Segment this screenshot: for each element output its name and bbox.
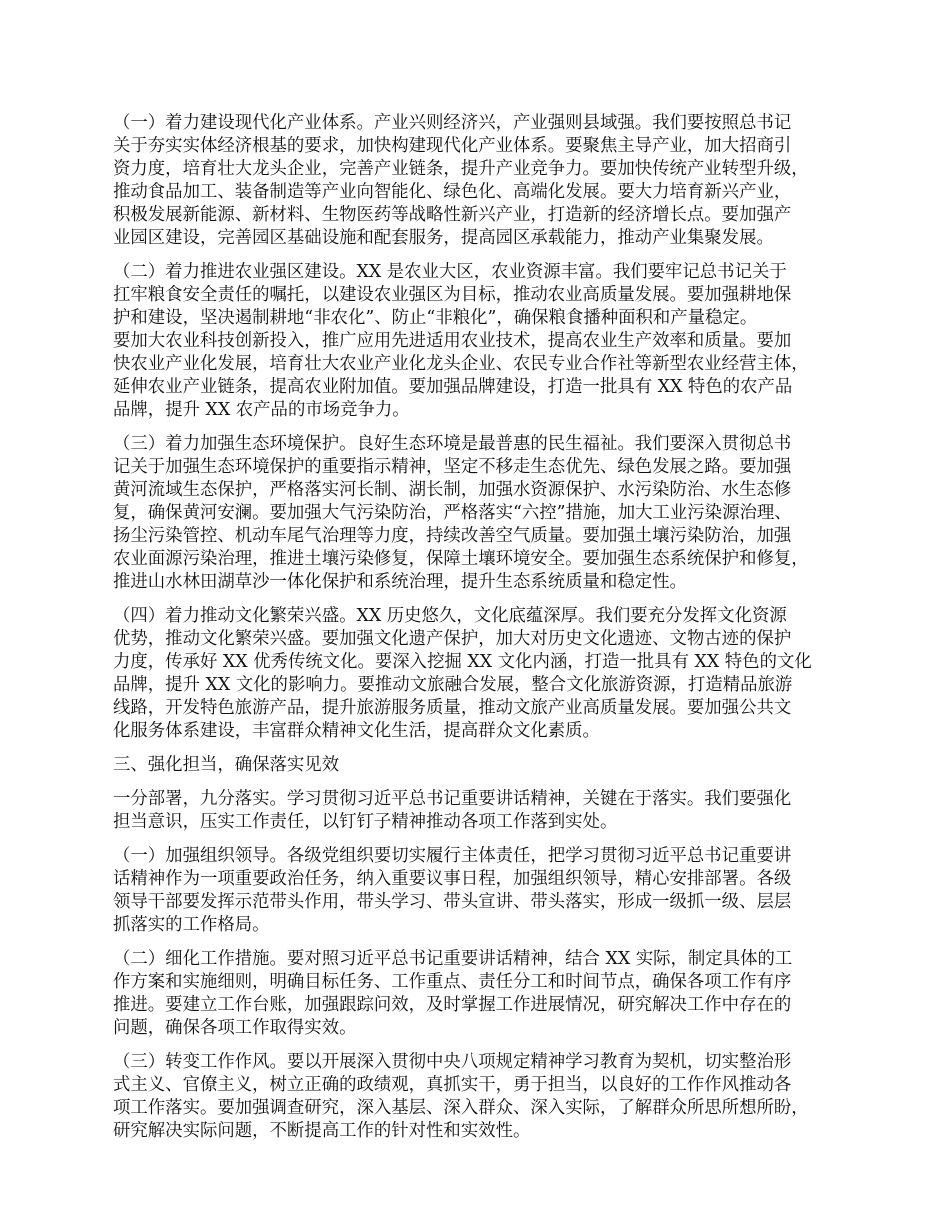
text-line: 线路，开发特色旅游产品，提升旅游服务质量，推动文旅产业高质量发展。要加强公共文 — [113, 698, 792, 718]
text-line: 扬尘污染管控、机动车尾气治理等力度，持续改善空气质量。要加强土壤污染防治，加强 — [113, 526, 792, 546]
paragraph — [113, 845, 853, 937]
paragraph — [113, 1051, 853, 1143]
paragraph — [113, 788, 853, 834]
text-line: 品牌，提升 XX 农产品的市场竞争力。 — [113, 400, 410, 420]
paragraph — [113, 261, 853, 422]
text-line: （一）着力建设现代化产业体系。产业兴则经济兴，产业强则县域强。我们要按照总书记 — [113, 113, 792, 133]
text-line: 推动食品加工、装备制造等产业向智能化、绿色化、高端化发展。要大力培育新兴产业， — [113, 182, 792, 202]
text-line: （三）转变工作作风。要以开展深入贯彻中央八项规定精神学习教育为契机，切实整治形 — [113, 1052, 792, 1072]
text-line: （四）着力推动文化繁荣兴盛。XX 历史悠久，文化底蕴深厚。我们要充分发挥文化资源 — [113, 606, 787, 626]
text-line: （二）细化工作措施。要对照习近平总书记重要讲话精神，结合 XX 实际，制定具体的工 — [113, 949, 793, 969]
text-line: 作方案和实施细则，明确目标任务、工作重点、责任分工和时间节点，确保各项工作有序 — [113, 972, 792, 992]
text-line: 式主义、官僚主义，树立正确的政绩观，真抓实干，勇于担当，以良好的工作作风推动各 — [113, 1075, 792, 1095]
text-line: 研究解决实际问题，不断提高工作的针对性和实效性。 — [113, 1121, 531, 1141]
text-line: （二）着力推进农业强区建设。XX 是农业大区，农业资源丰富。我们要牢记总书记关于 — [113, 262, 787, 282]
document-page — [113, 112, 853, 1154]
text-line: 话精神作为一项重要政治任务，纳入重要议事日程，加强组织领导，精心安排部署。各级 — [113, 869, 792, 889]
text-line: 三、强化担当，确保落实见效 — [113, 755, 340, 775]
paragraph — [113, 605, 853, 743]
text-line: 领导干部要发挥示范带头作用，带头学习、带头宣讲、带头落实，形成一级抓一级、层层 — [113, 892, 792, 912]
text-line: 问题，确保各项工作取得实效。 — [113, 1018, 357, 1038]
text-line: 积极发展新能源、新材料、生物医药等战略性新兴产业，打造新的经济增长点。要加强产 — [113, 205, 792, 225]
text-line: 关于夯实实体经济根基的要求，加快构建现代化产业体系。要聚焦主导产业，加大招商引 — [113, 136, 792, 156]
text-line: 力度，传承好 XX 优秀传统文化。要深入挖掘 XX 文化内涵，打造一批具有 XX 特色的文化 — [113, 652, 812, 672]
text-line: 推进山水林田湖草沙一体化保护和系统治理，提升生态系统质量和稳定性。 — [113, 572, 687, 592]
text-line: 护和建设，坚决遏制耕地“非农化”、防止“非粮化”，确保粮食播种面积和产量稳定。 — [113, 308, 758, 328]
text-line: 担当意识，压实工作责任，以钉钉子精神推动各项工作落到实处。 — [113, 812, 618, 832]
text-line: 扛牢粮食安全责任的嘱托，以建设农业强区为目标，推动农业高质量发展。要加强耕地保 — [113, 285, 792, 305]
text-line: 快农业产业化发展，培育壮大农业产业化龙头企业、农民专业合作社等新型农业经营主体， — [113, 354, 809, 374]
text-line: 记关于加强生态环境保护的重要指示精神，坚定不移走生态优先、绿色发展之路。要加强 — [113, 457, 792, 477]
text-line: 要加大农业科技创新投入，推广应用先进适用农业技术，提高农业生产效率和质量。要加 — [113, 331, 792, 351]
text-line: 一分部署，九分落实。学习贯彻习近平总书记重要讲话精神，关键在于落实。我们要强化 — [113, 789, 792, 809]
text-line: 黄河流域生态保护，严格落实河长制、湖长制，加强水资源保护、水污染防治、水生态修 — [113, 480, 792, 500]
text-line: 业园区建设，完善园区基础设施和配套服务，提高园区承载能力，推动产业集聚发展。 — [113, 228, 774, 248]
paragraph — [113, 948, 853, 1040]
text-line: 项工作落实。要加强调查研究，深入基层、深入群众、深入实际，了解群众所思所想所盼， — [113, 1098, 809, 1118]
text-line: 化服务体系建设，丰富群众精神文化生活，提高群众文化素质。 — [113, 721, 600, 741]
text-line: 延伸农业产业链条，提高农业附加值。要加强品牌建设，打造一批具有 XX 特色的农产品 — [113, 377, 793, 397]
text-line: 推进。要建立工作台账，加强跟踪问效，及时掌握工作进展情况，研究解决工作中存在的 — [113, 995, 792, 1015]
text-line: 抓落实的工作格局。 — [113, 915, 270, 935]
section-heading — [113, 754, 853, 777]
paragraph — [113, 112, 853, 250]
text-line: （一）加强组织领导。各级党组织要切实履行主体责任，把学习贯彻习近平总书记重要讲 — [113, 846, 792, 866]
paragraph — [113, 433, 853, 594]
text-line: 复，确保黄河安澜。要加强大气污染防治，严格落实“六控”措施，加大工业污染源治理、 — [113, 503, 792, 523]
text-line: 农业面源污染治理，推进土壤污染修复，保障土壤环境安全。要加强生态系统保护和修复， — [113, 549, 809, 569]
text-line: 资力度，培育壮大龙头企业，完善产业链条，提升产业竞争力。要加快传统产业转型升级， — [113, 159, 809, 179]
text-line: 优势，推动文化繁荣兴盛。要加强文化遗产保护，加大对历史文化遗迹、文物古迹的保护 — [113, 629, 792, 649]
text-line: 品牌，提升 XX 文化的影响力。要推动文旅融合发展，整合文化旅游资源，打造精品旅游 — [113, 675, 793, 695]
text-line: （三）着力加强生态环境保护。良好生态环境是最普惠的民生福祉。我们要深入贯彻总书 — [113, 434, 792, 454]
